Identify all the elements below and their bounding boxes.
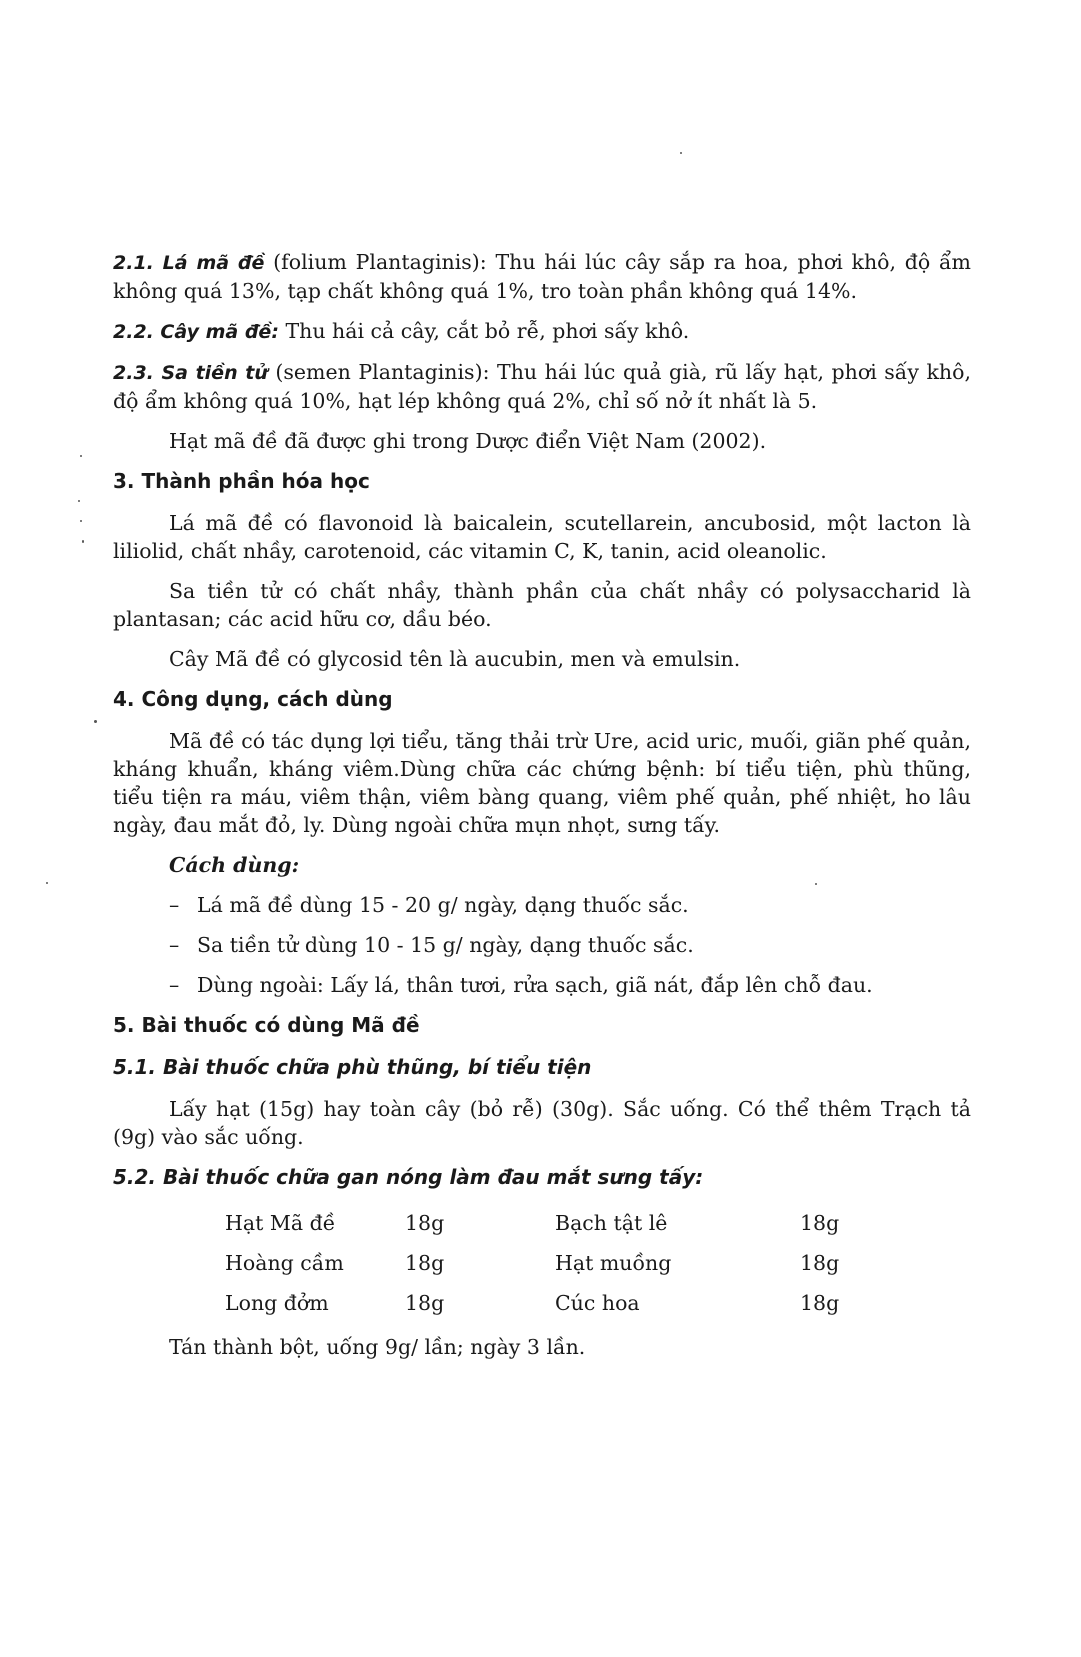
heading-uses: 4. Công dụng, cách dùng	[113, 687, 393, 711]
dash-marker: –	[169, 893, 180, 917]
herb-name: Bạch tật lê	[555, 1211, 668, 1235]
heading-remedy-5-1: 5.1. Bài thuốc chữa phù thũng, bí tiểu tiện	[113, 1055, 592, 1079]
recipe-table	[225, 1205, 880, 1325]
usage-item-text: Lá mã đề dùng 15 - 20 g/ ngày, dạng thuốc sắc.	[197, 893, 689, 917]
usage-item	[169, 891, 971, 919]
section-2-1	[113, 248, 971, 305]
dash-marker: –	[169, 973, 180, 997]
usage-item-text: Dùng ngoài: Lấy lá, thân tươi, rửa sạch, giã nát, đắp lên chỗ đau.	[197, 973, 873, 997]
paragraph-seed-composition: Sa tiền tử có chất nhầy, thành phần của chất nhầy có polysaccharid là plantasan; các acid hữu cơ, dầu béo.	[113, 579, 971, 631]
usage-item	[169, 971, 971, 999]
paragraph-remedy-5-2: Tán thành bột, uống 9g/ lần; ngày 3 lần.	[169, 1335, 586, 1359]
section-2-2-number: 2.2.	[113, 321, 154, 343]
herb-name: Hạt Mã đề	[225, 1211, 336, 1235]
paragraph-uses: Mã đề có tác dụng lợi tiểu, tăng thải trừ Ure, acid uric, muối, giãn phế quản, kháng khuẩn, kháng viêm.Dùng chữa các chứng bệnh: bí tiểu tiện, phù thũng, tiểu tiện ra máu, viêm thận, viêm bàng quang, viêm phế quản, phế nhiệt, ho lâu ngày, đau mắt đỏ, ly. Dùng ngoài chữa mụn nhọt, sưng tấy.	[113, 729, 971, 837]
section-2-3-title: Sa tiền tử	[161, 362, 268, 384]
table-row	[225, 1245, 880, 1285]
herb-name: Hạt muồng	[555, 1251, 672, 1275]
herb-name: Hoàng cầm	[225, 1251, 344, 1275]
herb-amount: 18g	[405, 1291, 445, 1315]
scan-speck	[46, 882, 48, 884]
section-2-2-title: Cây mã đề:	[160, 321, 279, 343]
herb-amount: 18g	[405, 1251, 445, 1275]
dash-marker: –	[169, 933, 180, 957]
section-2-2-text: Thu hái cả cây, cắt bỏ rễ, phơi sấy khô.	[278, 319, 690, 343]
document-page	[113, 248, 971, 1373]
table-row	[225, 1285, 880, 1325]
paragraph-leaf-composition: Lá mã đề có flavonoid là baicalein, scutellarein, ancubosid, một lacton là liliolid, chất nhầy, carotenoid, các vitamin C, K, tanin, acid oleanolic.	[113, 511, 971, 563]
section-2-3	[113, 358, 971, 415]
paragraph-remedy-5-1: Lấy hạt (15g) hay toàn cây (bỏ rễ) (30g). Sắc uống. Có thể thêm Trạch tả (9g) vào sắc uống.	[113, 1097, 971, 1149]
herb-name: Cúc hoa	[555, 1291, 640, 1315]
section-2-3-number: 2.3.	[113, 362, 154, 384]
section-2-3-text: (semen Plantaginis): Thu hái lúc quả già, rũ lấy hạt, phơi sấy khô, độ ẩm không quá 10%, hạt lép không quá 2%, chỉ số nở ít nhất là 5.	[113, 360, 971, 413]
table-row	[225, 1205, 880, 1245]
section-2-1-title: Lá mã đề	[162, 252, 265, 274]
section-2-2	[113, 317, 971, 346]
scan-speck	[80, 455, 82, 457]
scan-speck	[94, 720, 97, 723]
usage-subheading: Cách dùng:	[169, 853, 300, 877]
scan-speck	[78, 500, 80, 502]
heading-chemical-composition: 3. Thành phần hóa học	[113, 469, 370, 493]
herb-name: Long đởm	[225, 1291, 329, 1315]
section-2-1-text: (folium Plantaginis): Thu hái lúc cây sắp ra hoa, phơi khô, độ ẩm không quá 13%, tạp chất không quá 1%, tro toàn phần không quá 14%.	[113, 250, 971, 303]
herb-amount: 18g	[800, 1291, 840, 1315]
heading-remedy-5-2: 5.2. Bài thuốc chữa gan nóng làm đau mắt sưng tấy:	[113, 1165, 704, 1189]
herb-amount: 18g	[800, 1251, 840, 1275]
scan-speck	[80, 520, 82, 522]
herb-amount: 18g	[405, 1211, 445, 1235]
heading-remedies: 5. Bài thuốc có dùng Mã đề	[113, 1013, 420, 1037]
pharmacopoeia-note: Hạt mã đề đã được ghi trong Dược điển Việt Nam (2002).	[169, 429, 767, 453]
usage-item-text: Sa tiền tử dùng 10 - 15 g/ ngày, dạng thuốc sắc.	[197, 933, 694, 957]
scan-speck	[680, 152, 682, 154]
section-2-1-number: 2.1.	[113, 252, 154, 274]
paragraph-plant-composition: Cây Mã đề có glycosid tên là aucubin, men và emulsin.	[169, 647, 741, 671]
scan-speck	[82, 540, 84, 543]
usage-item	[169, 931, 971, 959]
herb-amount: 18g	[800, 1211, 840, 1235]
